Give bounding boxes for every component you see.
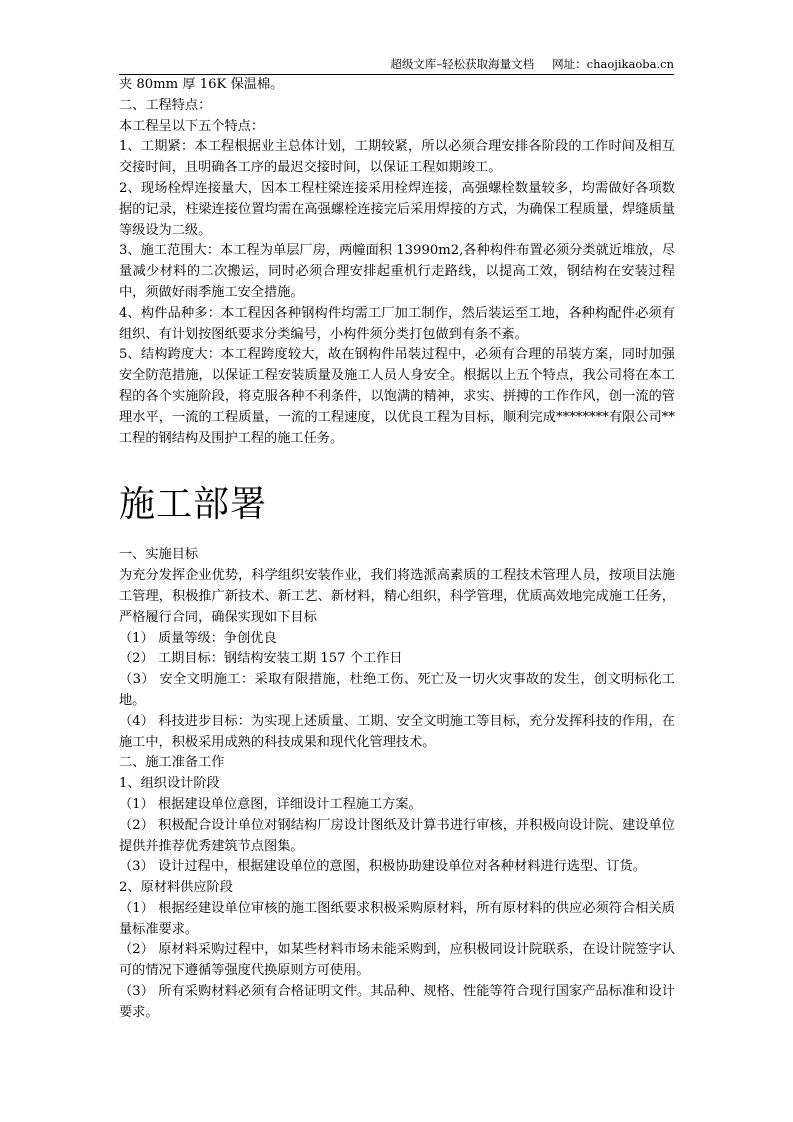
list-item: （2） 积极配合设计单位对钢结构厂房设计图纸及计算书进行审核，并积极向设计院、建设单位提供并推荐优秀建筑节点图集。 [119,817,675,854]
feature-point: 5、结构跨度大：本工程跨度较大，故在钢构件吊装过程中，必须有合理的吊装方案，同时加强安全防范措施，以保证工程安装质量及施工人员人身安全。根据以上五个特点，我公司将在本工程的各个实施阶段，将克服各种不利条件，以饱满的精神，求实、拼搏的工作作风，创一流的管理水平，一流的工程质量，一流的工程速度，以优良工程为目标，顺利完成********有限公司**工程的钢结构及围护工程的施工任务。 [119,347,675,446]
paragraph: 为充分发挥企业优势，科学组织安装作业，我们将选派高素质的工程技术管理人员，按项目法施工管理，积极推广新技术、新工艺、新材料，精心组织，科学管理，优质高效地完成施工任务，严格履行合同，确保实现如下目标 [119,568,675,625]
goal-item: （1） 质量等级：争创优良 [119,630,277,646]
document-body [119,75,675,1024]
list-item: （1） 根据建设单位意图，详细设计工程施工方案。 [119,796,422,812]
subheading: 2、原材料供应阶段 [119,880,233,896]
paragraph: 夹 80mm 厚 16K 保温棉。 [119,77,284,92]
section-title: 施工部署 [119,484,268,526]
goal-item: （2） 工期目标：钢结构安装工期 157 个工作日 [119,651,403,667]
paragraph: 本工程呈以下五个特点： [119,118,265,134]
goal-item: （4） 科技进步目标：为实现上述质量、工期、安全文明施工等目标，充分发挥科技的作用，在施工中，积极采用成熟的科技成果和现代化管理技术。 [119,713,675,750]
subheading: 二、工程特点： [119,97,212,113]
feature-point: 4、构件品种多：本工程因各种钢构件均需工厂加工制作，然后装运至工地，各种构配件必须有组织、有计划按图纸要求分类编号，小构件须分类打包做到有条不紊。 [119,305,675,342]
header-library-name: 超级文库–轻松获取海量文档 [390,57,535,71]
subheading: 二、施工准备工作 [119,755,225,771]
list-item: （3） 所有采购材料必须有合格证明文件。其品种、规格、性能等符合现行国家产品标准和设计要求。 [119,984,675,1020]
feature-point: 1、工期紧：本工程根据业主总体计划，工期较紧，所以必须合理安排各阶段的工作时间及相互交接时间，且明确各工序的最迟交接时间，以保证工程如期竣工。 [119,139,675,176]
subheading: 一、实施目标 [119,547,199,563]
subheading: 1、组织设计阶段 [119,776,220,792]
feature-point: 2、现场栓焊连接量大，因本工程柱梁连接采用栓焊连接，高强螺栓数量较多，均需做好各项数据的记录，柱梁连接位置均需在高强螺栓连接完后采用焊接的方式，为确保工程质量，焊缝质量等级设为二级。 [119,180,675,238]
header-site-url: 网址：chaojikaoba.cn [552,57,674,71]
list-item: （1） 根据经建设单位审核的施工图纸要求积极采购原材料，所有原材料的供应必须符合相关质量标准要求。 [119,900,675,937]
feature-point: 3、施工范围大：本工程为单层厂房，两幢面积 13990m2,各种构件布置必须分类就近堆放，尽量减少材料的二次搬运，同时必须合理安排起重机行走路线，以提高工效，钢结构在安装过程中，须做好雨季施工安全措施。 [119,243,675,300]
goal-item: （3） 安全文明施工：采取有限措施，杜绝工伤、死亡及一切火灾事故的发生，创文明标化工地。 [119,672,675,708]
list-item: （3） 设计过程中，根据建设单位的意图，积极协助建设单位对各种材料进行选型、订货。 [119,859,646,875]
page-header [119,56,674,75]
list-item: （2） 原材料采购过程中，如某些材料市场未能采购到，应积极同设计院联系，在设计院签字认可的情况下遵循等强度代换原则方可使用。 [119,942,675,979]
